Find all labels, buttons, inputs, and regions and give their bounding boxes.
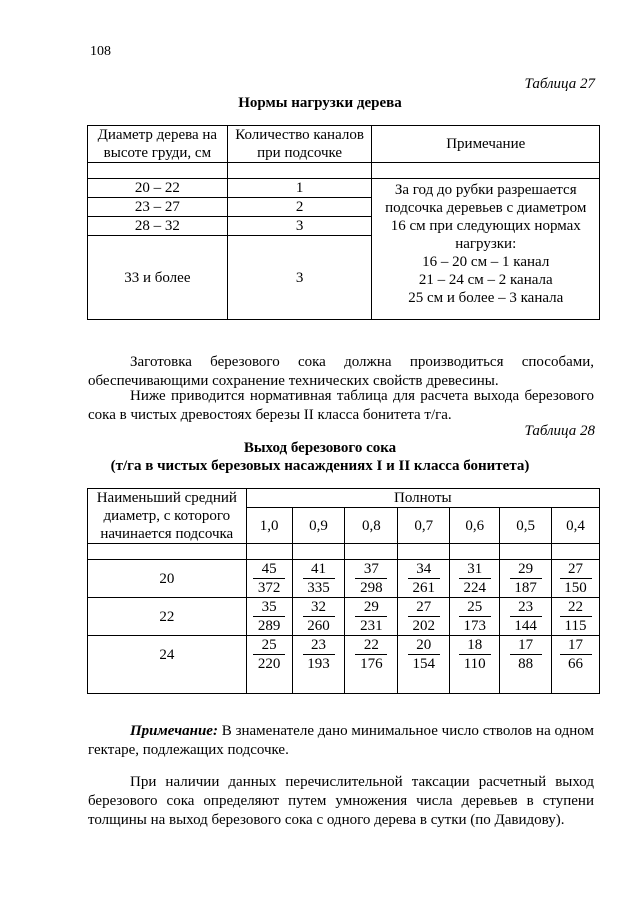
t28-numerator: 23 [510,598,542,617]
t28-diameter-cell: 22 [88,598,247,636]
note-paragraph [88,722,594,760]
t27-note-cell [372,179,600,320]
t28-denominator: 154 [412,656,436,672]
t28-value-cell [246,560,292,598]
t27-note-line: 21 – 24 см – 2 канала [418,272,553,288]
t28-value-cell [398,598,450,636]
t28-denominator: 193 [307,656,330,672]
t28-denominator: 66 [568,656,584,672]
t28-diameter-cell [88,636,247,694]
t28-numerator: 17 [510,636,542,655]
t28-numerator: 41 [303,560,335,579]
t28-numerator: 22 [355,636,387,655]
t28-numerator: 31 [459,560,491,579]
t28-value-cell [500,636,552,694]
t28-denominator: 176 [360,656,383,672]
t28-value-cell [292,636,345,694]
t28-value-cell [292,560,345,598]
t27-spacer-cell [88,163,228,179]
t27-diameter-cell: 28 – 32 [88,217,228,236]
t27-note-line: подсочка деревьев с диаметром [385,200,587,216]
note-text: В знаменателе дано минимальное число стволов на одном гектаре, подлежащих подсочке. [88,723,594,758]
t28-density-header: 1,0 [246,508,292,544]
t27-diameter-cell: 23 – 27 [88,198,228,217]
t28-numerator: 34 [408,560,440,579]
t28-diameter-value: 24 [159,647,175,663]
t28-spacer-cell [246,544,292,560]
t28-numerator: 20 [408,636,440,655]
t28-denominator: 187 [514,580,537,596]
t27-header-note: Примечание [372,126,600,163]
paragraph-3: При наличии данных перечислительной таксации расчетный выход березового сока определяют путем умножения числа деревьев в ступени толщины на выход березового сока с одного дерева в сутки (по Давидову). [88,774,594,828]
t27-note-line: нагрузки: [455,236,517,252]
t28-numerator: 27 [560,560,592,579]
table-27 [87,125,600,320]
t28-value-cell [450,636,500,694]
t28-value-cell [246,636,292,694]
t27-spacer-cell [227,163,372,179]
t28-value-cell [345,636,398,694]
t28-numerator: 25 [253,636,285,655]
note-label: Примечание: [130,723,218,739]
t28-numerator: 32 [303,598,335,617]
t28-diameter-cell: 20 [88,560,247,598]
t28-value-cell [246,598,292,636]
t28-denominator: 372 [257,580,281,596]
t28-numerator: 18 [459,636,491,655]
table-28-title-line2: (т/га в чистых березовых насаждениях I и II класса бонитета) [110,458,530,474]
t28-density-header: 0,6 [450,508,500,544]
t28-value-cell [552,636,600,694]
t28-denominator: 88 [518,656,534,672]
t28-denominator: 144 [514,618,537,634]
t28-numerator: 22 [560,598,592,617]
t28-value-cell [345,598,398,636]
t27-diameter-cell: 20 – 22 [88,179,228,198]
t28-numerator: 27 [408,598,440,617]
t28-numerator: 29 [355,598,387,617]
t28-denominator: 224 [463,580,486,596]
table-28 [87,488,600,694]
t28-spacer-cell [398,544,450,560]
t28-denominator: 289 [257,618,281,634]
page-number: 108 [90,44,111,59]
t27-channels-cell: 2 [227,198,372,217]
t28-numerator: 29 [510,560,542,579]
table-27-title: Нормы нагрузки дерева [238,95,402,111]
t28-value-cell [398,636,450,694]
t28-denominator: 150 [564,580,587,596]
table-28-caption: Таблица 28 [524,423,595,439]
t28-denominator: 202 [412,618,436,634]
t28-value-cell [500,560,552,598]
t28-spacer-cell [292,544,345,560]
t28-numerator: 25 [459,598,491,617]
t27-channels-cell: 3 [227,236,372,320]
table-28-title-line1: Выход березового сока [243,440,397,456]
t28-value-cell [450,560,500,598]
t28-numerator: 37 [355,560,387,579]
paragraph-1: Заготовка березового сока должна производиться способами, обеспечивающими сохранение технических свойств древесины. [88,354,594,389]
t28-numerator: 17 [560,636,592,655]
t28-density-header: 0,5 [500,508,552,544]
t28-spacer-cell [500,544,552,560]
t27-note-line: 16 – 20 см – 1 канал [422,254,550,270]
t27-diameter-cell: 33 и более [88,236,228,320]
t28-denominator: 298 [360,580,383,596]
t28-value-cell [552,598,600,636]
t28-spacer-cell [88,544,247,560]
t28-value-cell [450,598,500,636]
t28-value-cell [500,598,552,636]
t28-spacer-cell [450,544,500,560]
t28-numerator: 35 [253,598,285,617]
t28-value-cell [398,560,450,598]
t27-channels-cell: 1 [227,179,372,198]
t28-denominator: 173 [463,618,486,634]
t28-spacer-cell [552,544,600,560]
t28-header-diameter: Наименьший средний диаметр, с которого начинается подсочка [88,489,247,544]
t28-denominator: 260 [307,618,330,634]
t28-denominator: 231 [360,618,383,634]
t28-spacer-cell [345,544,398,560]
t28-numerator: 45 [253,560,285,579]
t27-channels-cell: 3 [227,217,372,236]
t28-density-header: 0,7 [398,508,450,544]
t28-denominator: 220 [257,656,281,672]
t28-header-densities: Полноты [246,489,599,508]
t28-density-header: 0,4 [552,508,600,544]
t28-denominator: 115 [564,618,587,634]
t28-value-cell [552,560,600,598]
t28-numerator: 23 [303,636,335,655]
table-27-caption: Таблица 27 [524,76,595,92]
t28-denominator: 261 [412,580,436,596]
t27-note-line: За год до рубки разрешается [394,182,577,198]
t27-header-channels: Количество каналов при подсочке [227,126,372,163]
t28-denominator: 110 [463,656,486,672]
t27-spacer-cell [372,163,600,179]
t27-header-diameter: Диаметр дерева на высоте груди, см [88,126,228,163]
paragraph-2: Ниже приводится нормативная таблица для расчета выхода березового сока в чистых древостоях березы II класса бонитета т/га. [88,388,594,423]
t28-denominator: 335 [307,580,330,596]
t28-density-header: 0,8 [345,508,398,544]
t27-note-line: 25 см и более – 3 канала [408,290,564,306]
t28-density-header: 0,9 [292,508,345,544]
t28-value-cell [345,560,398,598]
t27-note-line: 16 см при следующих нормах [390,218,581,234]
t28-value-cell [292,598,345,636]
